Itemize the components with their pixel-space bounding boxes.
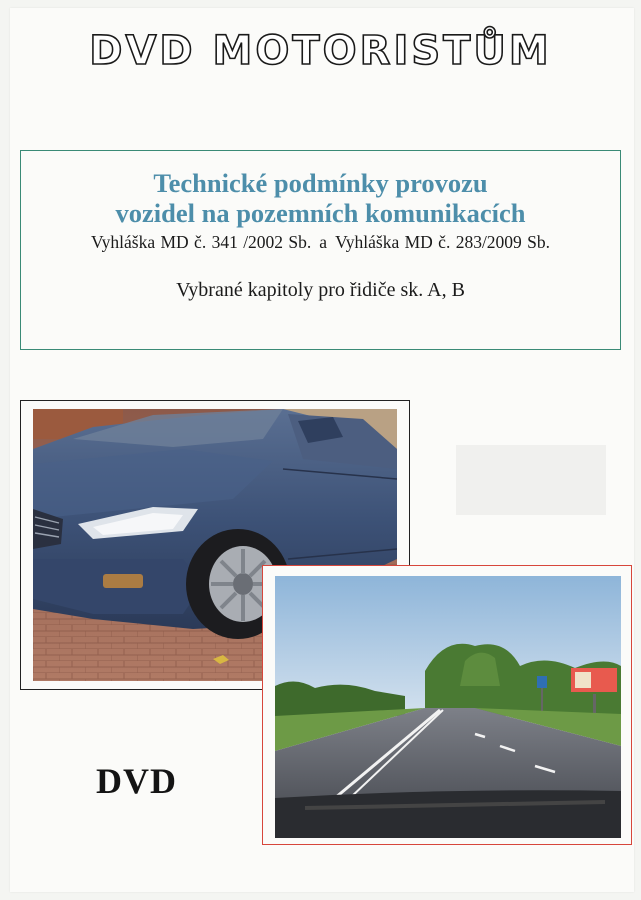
road-photo (275, 576, 621, 838)
regulation-2: Vyhláška MD č. 283/2009 Sb. (335, 232, 551, 252)
title-line-2: vozidel na pozemních komunikacích (115, 198, 526, 228)
title-line-1: Technické podmínky provozu (153, 168, 488, 198)
title-box (20, 150, 621, 350)
chapters-subtitle: Vybrané kapitoly pro řidiče sk. A, B (176, 279, 465, 301)
dvd-label: DVD (96, 761, 177, 801)
cover-header: DVD MOTORISTŮM (89, 28, 552, 74)
regulation-separator: a (319, 232, 328, 252)
regulations-line (21, 232, 620, 253)
road-photo-frame (262, 565, 632, 845)
scan-smudge (456, 445, 606, 515)
regulation-1: Vyhláška MD č. 341 /2002 Sb. (90, 232, 312, 252)
